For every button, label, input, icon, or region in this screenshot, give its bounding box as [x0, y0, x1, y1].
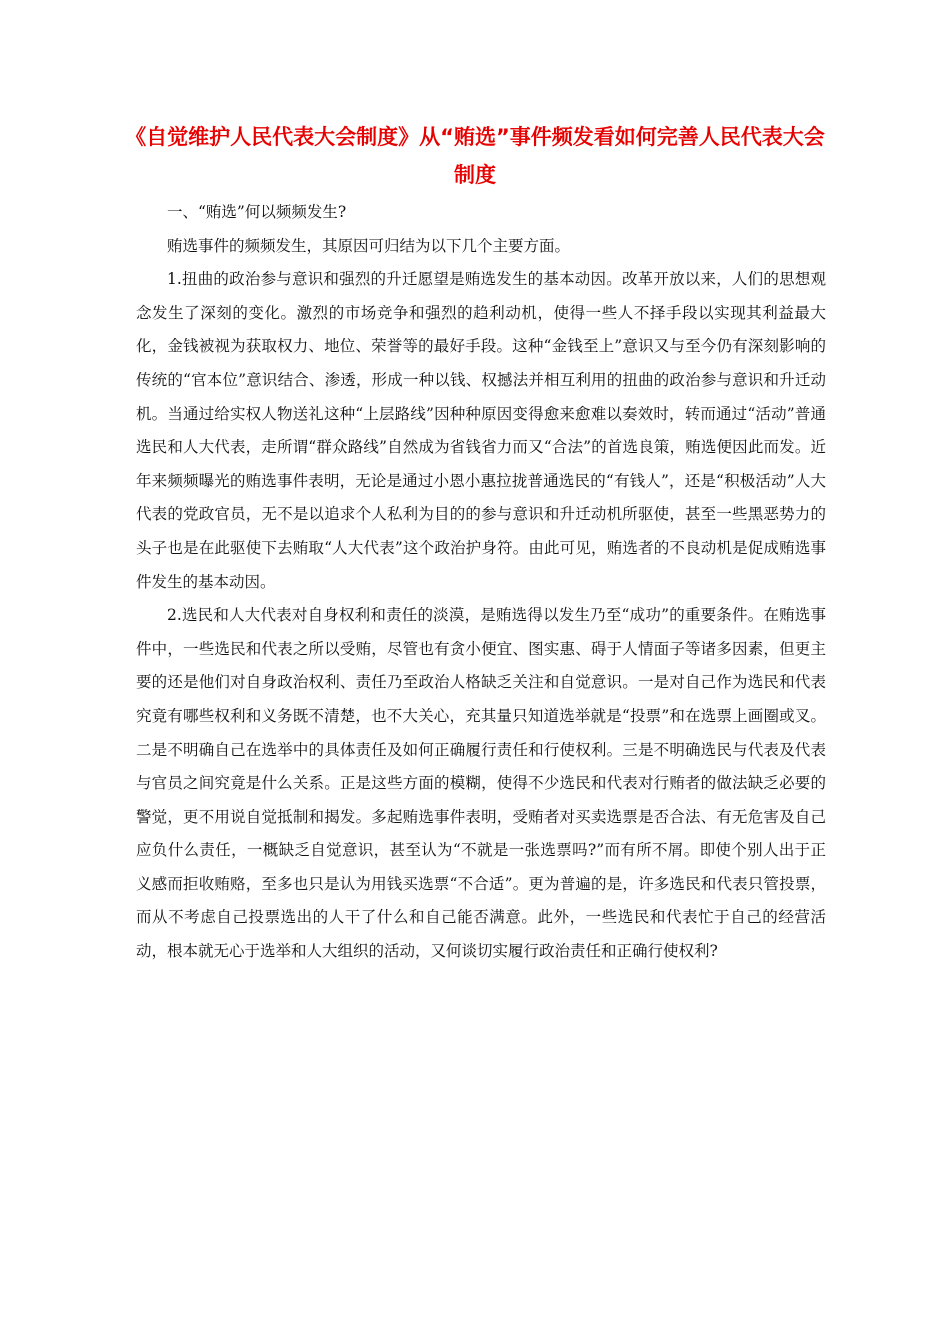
section-heading: 一、“贿选”何以频频发生?	[167, 203, 347, 221]
paragraph-1: 1.扭曲的政治参与意识和强烈的升迁愿望是贿选发生的基本动因。改革开放以来，人们的思想观念发生了深刻的变化。激烈的市场竞争和强烈的趋利动机，使得一些人不择手段以实现其利益最大化，金钱被视为获取权力、地位、荣誉等的最好手段。这种“金钱至上”意识又与至今仍有深刻影响的传统的“官本位”意识结合、渗透，形成一种以钱、权撼法并相互利用的扭曲的政治参与意识和升迁动机。当通过给实权人物送礼这种“上层路线”因种种原因变得愈来愈难以奏效时，转而通过“活动”普通选民和人大代表，走所谓“群众路线”自然成为省钱省力而又“合法”的首选良策，贿选便因此而发。近年来频频曝光的贿选事件表明，无论是通过小恩小惠拉拢普通选民的“有钱人”，还是“积极活动”人大代表的党政官员，无不是以追求个人私利为目的的参与意识和升迁动机所驱使，甚至一些黑恶势力的头子也是在此驱使下去贿取“人大代表”这个政治护身符。由此可见，贿选者的不良动机是促成贿选事件发生的基本动因。	[136, 270, 826, 591]
intro-paragraph: 贿选事件的频频发生，其原因可归结为以下几个主要方面。	[167, 236, 571, 255]
document-body	[136, 196, 826, 969]
paragraph-2: 2.选民和人大代表对自身权利和责任的淡漠，是贿选得以发生乃至“成功”的重要条件。在贿选事件中，一些选民和代表之所以受贿，尽管也有贪小便宜、图实惠、碍于人情面子等诸多因素，但更主要的还是他们对自身政治权利、责任乃至政治人格缺乏关注和自觉意识。一是对自己作为选民和代表究竟有哪些权利和义务既不清楚，也不大关心，充其量只知道选举就是“投票”和在选票上画圈或叉。二是不明确自己在选举中的具体责任及如何正确履行责任和行使权利。三是不明确选民与代表及代表与官员之间究竟是什么关系。正是这些方面的模糊，使得不少选民和代表对行贿者的做法缺乏必要的警觉，更不用说自觉抵制和揭发。多起贿选事件表明，受贿者对买卖选票是否合法、有无危害及自己应负什么责任，一概缺乏自觉意识，甚至认为“不就是一张选票吗?”而有所不屑。即使个别人出于正义感而拒收贿赂，至多也只是认为用钱买选票“不合适”。更为普遍的是，许多选民和代表只管投票，而从不考虑自己投票选出的人干了什么和自己能否满意。此外，一些选民和代表忙于自己的经营活动，根本就无心于选举和人大组织的活动，又何谈切实履行政治责任和正确行使权利?	[136, 606, 826, 961]
document-title: 《自觉维护人民代表大会制度》从“贿选”事件频发看如何完善人民代表大会制度	[125, 125, 825, 187]
